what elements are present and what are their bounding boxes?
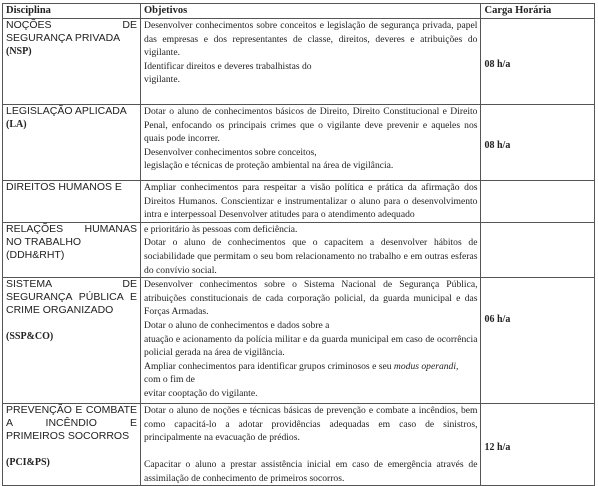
discipline-cell xyxy=(3,222,141,277)
discipline-cell xyxy=(3,278,141,404)
table-row xyxy=(3,404,595,486)
objective-text: Desenvolver conhecimentos sobre conceitos e legislação de segurança privada, papel das empresas e dos representantes de classe, direitos, deveres e atribuições do vigilante. xyxy=(144,20,478,59)
discipline-name: RELAÇÕES HUMANAS NO TRABALHO xyxy=(6,222,138,248)
discipline-name: NOÇÕES DE SEGURANÇA PRIVADA xyxy=(6,19,138,44)
curriculum-page xyxy=(2,3,596,486)
workload-cell xyxy=(481,181,595,223)
objectives-cell xyxy=(141,278,481,404)
objectives-cell xyxy=(141,222,481,277)
discipline-abbr: (SSP&CO) xyxy=(6,331,54,343)
objective-text: Dotar o aluno de noções e técnicas básicas de prevenção e combate a incêndios, bem como capacitá-lo a adotar providências adequadas em caso de sinistros, principalmente na evacuação de prédios. xyxy=(144,405,478,444)
discipline-cell xyxy=(3,404,141,486)
discipline-name: DIREITOS HUMANOS E xyxy=(6,181,122,193)
discipline-name: SISTEMA DE SEGURANÇA PÚBLICA E CRIME ORGANIZADO xyxy=(6,278,138,317)
objective-text: Identificar direitos e deveres trabalhistas do xyxy=(144,60,312,72)
header-discipline: Disciplina xyxy=(3,4,141,19)
objective-text: atuação e acionamento da polícia militar e da guarda municipal em caso de ocorrência policial gerada na área de vigilância. xyxy=(144,333,478,359)
objective-text: Dotar o aluno de conhecimentos básicos de Direito, Direito Constitucional e Direito Penal, enfocando os principais crimes que o vigilante deve prevenir e aqueles nos quais pode incorrer. xyxy=(144,106,478,145)
objective-text: Desenvolver conhecimentos sobre conceitos, xyxy=(144,146,317,158)
table-row xyxy=(3,278,595,404)
objective-text: legislação e técnicas de proteção ambiental na área de vigilância. xyxy=(144,160,394,172)
curriculum-table xyxy=(2,3,595,486)
discipline-abbr: (DDH&RHT) xyxy=(6,248,65,261)
header-workload: Carga Horária xyxy=(481,4,595,19)
workload-cell xyxy=(481,404,595,486)
table-header-row xyxy=(3,4,595,19)
objective-text: evitar cooptação do vigilante. xyxy=(144,387,258,399)
objective-text: vigilante. xyxy=(144,74,180,86)
discipline-cell xyxy=(3,181,141,223)
objective-text: Dotar o aluno de conhecimentos e dados sobre a xyxy=(144,319,330,331)
discipline-name: LEGISLAÇÃO APLICADA xyxy=(6,105,127,117)
discipline-abbr: (NSP) xyxy=(6,46,32,57)
workload-value: 08 h/a xyxy=(484,140,511,151)
workload-cell xyxy=(481,105,595,181)
discipline-cell xyxy=(3,105,141,181)
discipline-abbr: (PCI&PS) xyxy=(6,457,50,469)
workload-cell xyxy=(481,19,595,105)
objective-text: Dotar o aluno de conhecimentos que o capacitem a desenvolver hábitos de sociabilidade que permitam o seu bom relacionamento no trabalho e em outras esferas do convívio social. xyxy=(144,237,478,276)
workload-value: 06 h/a xyxy=(484,314,511,326)
objectives-cell xyxy=(141,105,481,181)
table-row xyxy=(3,181,595,223)
discipline-name: PREVENÇÃO E COMBATE A INCÊNDIO E PRIMEIROS SOCORROS xyxy=(6,404,138,443)
objectives-cell xyxy=(141,404,481,486)
table-row xyxy=(3,105,595,181)
table-row xyxy=(3,222,595,277)
objective-text xyxy=(144,360,477,374)
workload-cell xyxy=(481,278,595,404)
workload-value: 12 h/a xyxy=(484,442,511,454)
header-objectives: Objetivos xyxy=(141,4,481,19)
objective-text: Ampliar conhecimentos para respeitar a visão política e prática da afirmação dos Direitos Humanos. Conscientizar e instrumentalizar o aluno para o desenvolvimento intra e interpessoal Desenvolver atitudes para o atendimento adequado xyxy=(144,182,478,221)
objective-text: com o fim de xyxy=(144,374,195,386)
table-row xyxy=(3,19,595,105)
objective-text: Capacitar o aluno a prestar assistência inicial em caso de emergência através de assimilação de conhecimento de primeiros socorros. xyxy=(144,458,478,484)
objective-text-part: Ampliar conhecimentos para identificar grupos criminosos e seu xyxy=(144,360,392,372)
workload-cell xyxy=(481,222,595,277)
objectives-cell xyxy=(141,19,481,105)
objective-emphasis: modus operandi, xyxy=(393,360,459,372)
discipline-abbr: (LA) xyxy=(6,119,27,130)
discipline-cell xyxy=(3,19,141,105)
objective-text: Desenvolver conhecimentos sobre o Sistema Nacional de Segurança Pública, atribuições constitucionais de cada corporação policial, da guarda municipal e das Forças Armadas. xyxy=(144,279,478,318)
objectives-cell xyxy=(141,181,481,223)
objective-text: e prioritário às pessoas com deficiência. xyxy=(144,223,298,235)
workload-value: 08 h/a xyxy=(484,59,511,70)
